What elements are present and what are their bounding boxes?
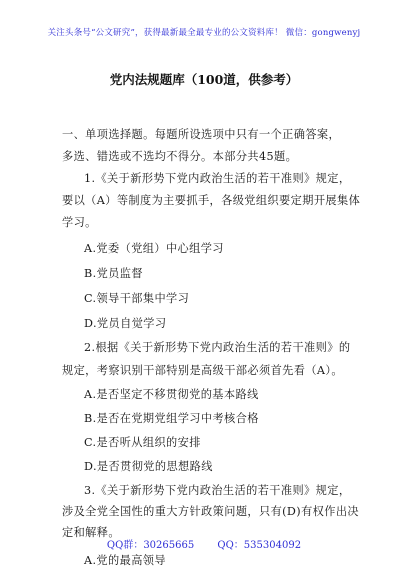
option-line: C.领导干部集中学习 bbox=[84, 292, 190, 305]
paragraph-line: 定和解释。 bbox=[62, 526, 120, 539]
paragraph-line: 一、单项选择题。每题所设选项中只有一个正确答案， bbox=[62, 128, 341, 141]
option-line: C.是否听从组织的安排 bbox=[84, 436, 201, 449]
paragraph-line: 学习。 bbox=[62, 216, 97, 229]
paragraph-line: 涉及全党全国性的重大方针政策问题，只有(D)有权作出决 bbox=[62, 505, 360, 518]
paragraph-line: 1.《关于新形势下党内政治生活的若干准则》规定， bbox=[84, 172, 351, 185]
option-line: A.是否坚定不移贯彻党的基本路线 bbox=[84, 388, 259, 401]
option-line: D.是否贯彻党的思想路线 bbox=[84, 460, 213, 473]
paragraph-line: 2.根据《关于新形势下党内政治生活的若干准则》的 bbox=[84, 341, 351, 354]
paragraph-line: 要以（A）等制度为主要抓手，各级党组织要定期开展集体 bbox=[62, 194, 361, 207]
option-line: D.党员自觉学习 bbox=[84, 317, 167, 330]
option-line: A.党的最高领导 bbox=[84, 554, 166, 567]
header-notice: 关注头条号“公文研究”，获得最新最全最专业的公文资料库！ 微信：gongwenyj bbox=[47, 28, 361, 38]
footer-qq: QQ：535304092 bbox=[217, 540, 302, 551]
paragraph-line: 规定，考察识别干部特别是高级干部必须首先看（A）。 bbox=[62, 364, 343, 377]
option-line: A.党委（党组）中心组学习 bbox=[84, 242, 224, 255]
paragraph-line: 多选、错选或不选均不得分。本部分共45题。 bbox=[62, 150, 298, 163]
document-title: 党内法规题库（100道，供参考） bbox=[109, 72, 299, 87]
option-line: B.党员监督 bbox=[84, 267, 143, 280]
option-line: B.是否在党期党组学习中考核合格 bbox=[84, 412, 259, 425]
footer-qq-group: QQ群：30265665 bbox=[106, 540, 195, 551]
footer-contact bbox=[0, 536, 408, 551]
paragraph-line: 3.《关于新形势下党内政治生活的若干准则》规定， bbox=[84, 484, 351, 497]
